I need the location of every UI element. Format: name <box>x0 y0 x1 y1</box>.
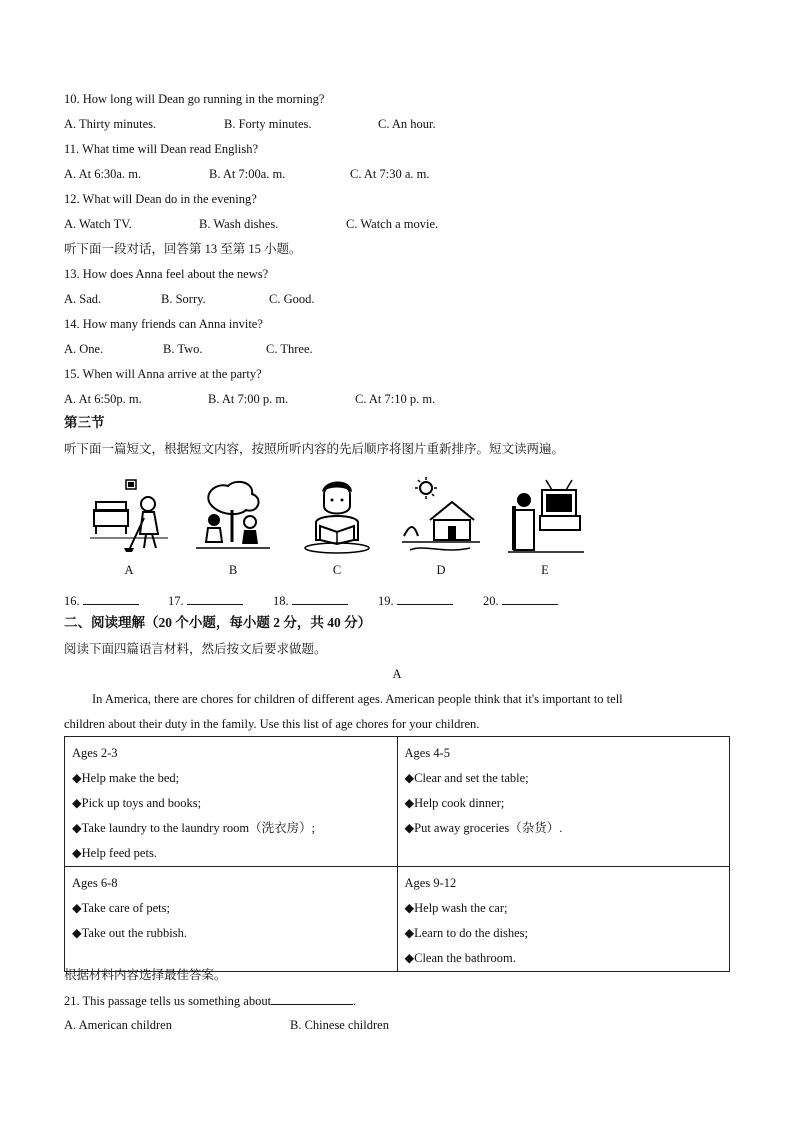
question-10-stem: 10. How long will Dean go running in the morning? <box>64 92 325 106</box>
picture-b <box>192 476 274 558</box>
chore-item: ◆Help feed pets. <box>72 846 157 860</box>
ages-4-5-header: Ages 4-5 <box>404 746 450 760</box>
blank-20[interactable] <box>483 592 558 609</box>
cell-ages-6-8 <box>65 867 398 972</box>
blank-20-line[interactable] <box>502 592 558 605</box>
q10-option-a[interactable]: A. Thirty minutes. <box>64 117 157 131</box>
blank-19-number: 19. <box>378 594 394 608</box>
blank-18-line[interactable] <box>292 592 348 605</box>
instruction-13-15: 听下面一段对话，回答第 13 至第 15 小题。 <box>64 242 302 256</box>
picture-e <box>504 476 586 558</box>
blank-16[interactable] <box>64 592 139 609</box>
chores-table <box>64 736 730 972</box>
chore-item: ◆Put away groceries（杂货）. <box>404 821 563 835</box>
blank-19-line[interactable] <box>397 592 453 605</box>
q21-option-b[interactable]: B. Chinese children <box>290 1018 389 1032</box>
q12-option-c[interactable]: C. Watch a movie. <box>346 217 439 231</box>
blank-19[interactable] <box>378 592 453 609</box>
blank-18-number: 18. <box>273 594 289 608</box>
passage-intro-line-2: children about their duty in the family. Use this list of age chores for your children. <box>64 717 480 731</box>
watching-tv-illustration <box>504 476 586 558</box>
ages-6-8-header: Ages 6-8 <box>72 876 118 890</box>
q13-option-a[interactable]: A. Sad. <box>64 292 102 306</box>
picture-label-d: D <box>436 563 446 577</box>
q15-option-b[interactable]: B. At 7:00 p. m. <box>208 392 289 406</box>
q11-option-c[interactable]: C. At 7:30 a. m. <box>350 167 430 181</box>
chore-item: ◆Take out the rubbish. <box>72 926 187 940</box>
blank-16-number: 16. <box>64 594 80 608</box>
question-13-stem: 13. How does Anna feel about the news? <box>64 267 269 281</box>
chore-item: ◆Help wash the car; <box>404 901 508 915</box>
cell-ages-9-12 <box>397 867 730 972</box>
passage-label: A <box>392 667 402 681</box>
chore-item: ◆Take laundry to the laundry room（洗衣房）; <box>72 821 316 835</box>
q10-option-b[interactable]: B. Forty minutes. <box>224 117 312 131</box>
q15-option-c[interactable]: C. At 7:10 p. m. <box>355 392 436 406</box>
ages-9-12-header: Ages 9-12 <box>404 876 457 890</box>
chore-item: ◆Take care of pets; <box>72 901 170 915</box>
q13-option-b[interactable]: B. Sorry. <box>161 292 206 306</box>
chore-item: ◆Pick up toys and books; <box>72 796 202 810</box>
question-21-stem-row <box>64 992 356 1009</box>
q12-option-a[interactable]: A. Watch TV. <box>64 217 132 231</box>
picture-a <box>88 476 170 558</box>
question-21-period: . <box>353 994 357 1008</box>
chore-item: ◆Help cook dinner; <box>404 796 505 810</box>
blank-17-number: 17. <box>168 594 184 608</box>
question-14-stem: 14. How many friends can Anna invite? <box>64 317 263 331</box>
q10-option-c[interactable]: C. An hour. <box>378 117 436 131</box>
passage-intro-line-1: In America, there are chores for children of different ages. American people think that it's important to tell <box>92 692 623 706</box>
picture-label-b: B <box>228 563 238 577</box>
picture-label-c: C <box>332 563 342 577</box>
chore-item: ◆Learn to do the dishes; <box>404 926 528 940</box>
blank-17[interactable] <box>168 592 243 609</box>
question-11-stem: 11. What time will Dean read English? <box>64 142 259 156</box>
question-15-stem: 15. When will Anna arrive at the party? <box>64 367 262 381</box>
q12-option-b[interactable]: B. Wash dishes. <box>199 217 279 231</box>
picture-c <box>296 476 378 558</box>
blank-20-number: 20. <box>483 594 499 608</box>
q14-option-b[interactable]: B. Two. <box>163 342 203 356</box>
q15-option-a[interactable]: A. At 6:50p. m. <box>64 392 142 406</box>
cell-ages-2-3 <box>65 737 398 867</box>
blank-18[interactable] <box>273 592 348 609</box>
chore-item: ◆Help make the bed; <box>72 771 180 785</box>
picture-label-a: A <box>124 563 134 577</box>
section-3-title: 第三节 <box>64 415 105 430</box>
q13-option-c[interactable]: C. Good. <box>269 292 315 306</box>
question-21-stem: 21. This passage tells us something about <box>64 994 272 1008</box>
q14-option-c[interactable]: C. Three. <box>266 342 313 356</box>
ages-2-3-header: Ages 2-3 <box>72 746 118 760</box>
after-table-instruction: 根据材料内容选择最佳答案。 <box>64 968 227 982</box>
children-tree-illustration <box>192 476 274 558</box>
blank-17-line[interactable] <box>187 592 243 605</box>
boy-reading-illustration <box>296 476 378 558</box>
part-2-instruction: 阅读下面四篇语言材料，然后按文后要求做题。 <box>64 642 327 656</box>
q11-option-b[interactable]: B. At 7:00a. m. <box>209 167 286 181</box>
chore-item: ◆Clear and set the table; <box>404 771 529 785</box>
q11-option-a[interactable]: A. At 6:30a. m. <box>64 167 142 181</box>
question-12-stem: 12. What will Dean do in the evening? <box>64 192 257 206</box>
chore-item: ◆Clean the bathroom. <box>404 951 516 965</box>
cleaning-room-illustration <box>88 476 170 558</box>
cell-ages-4-5 <box>397 737 730 867</box>
house-sun-illustration <box>400 476 482 558</box>
q21-option-a[interactable]: A. American children <box>64 1018 172 1032</box>
question-21-blank[interactable] <box>271 992 353 1005</box>
picture-d <box>400 476 482 558</box>
part-2-title: 二、阅读理解（20 个小题，每小题 2 分，共 40 分） <box>64 615 372 630</box>
q14-option-a[interactable]: A. One. <box>64 342 104 356</box>
blank-16-line[interactable] <box>83 592 139 605</box>
picture-label-e: E <box>541 563 549 577</box>
section-3-instruction: 听下面一篇短文，根据短文内容，按照所听内容的先后顺序将图片重新排序。短文读两遍。 <box>64 442 565 456</box>
